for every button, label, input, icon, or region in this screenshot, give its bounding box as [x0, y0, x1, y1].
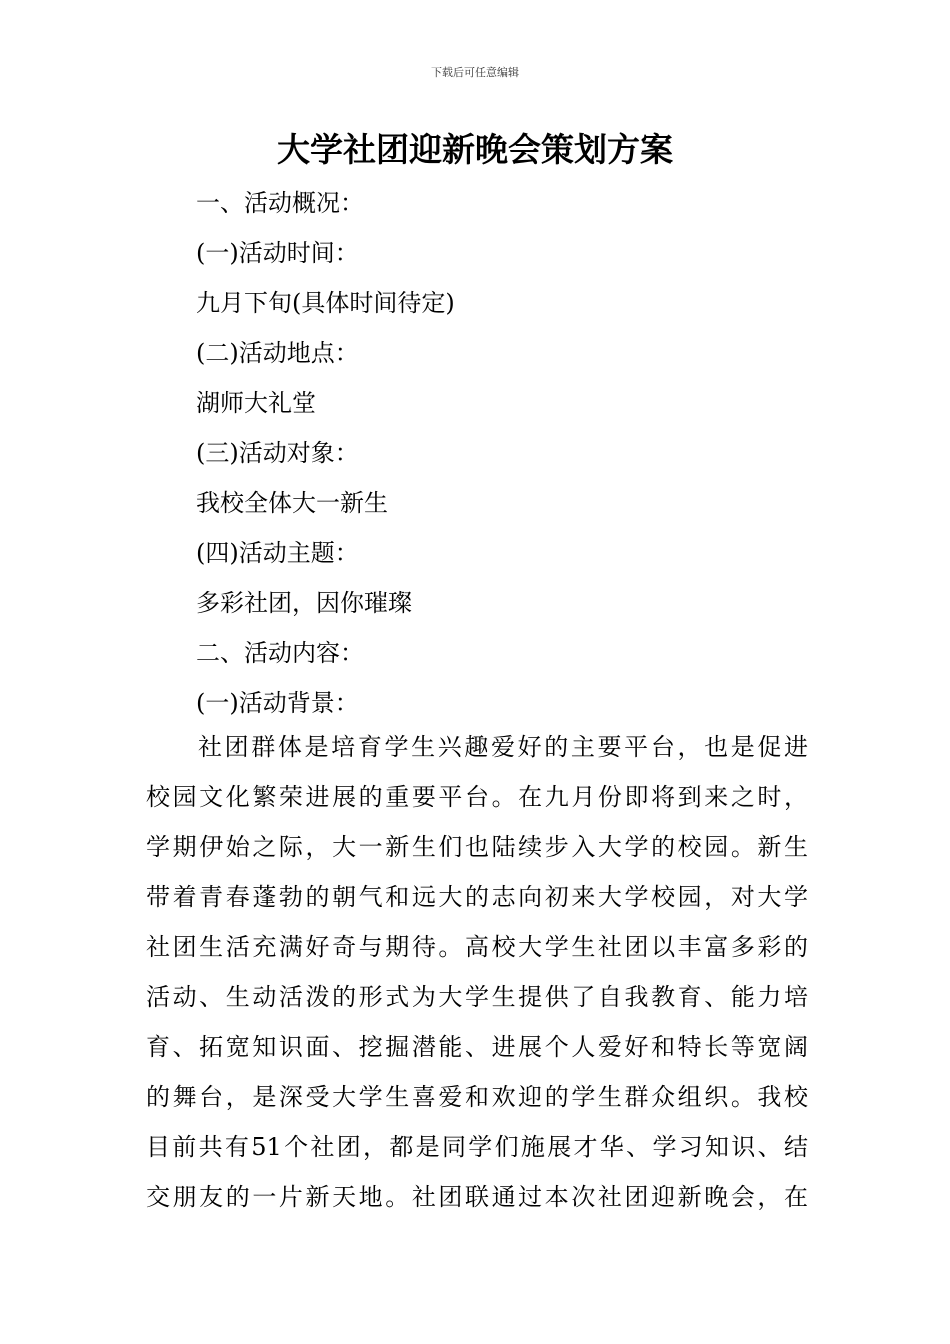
outline-section [196, 178, 816, 728]
subheading-theme: (四)活动主题： [196, 539, 359, 567]
subheading-location: (二)活动地点： [196, 339, 359, 367]
paragraph-line: 育、拓宽知识面、挖掘潜能、进展个人爱好和特长等宽阔 [146, 1033, 808, 1061]
section-heading-overview: 一、活动概况： [196, 189, 364, 217]
document-title: 大学社团迎新晚会策划方案 [277, 130, 673, 169]
paragraph-line: 社团生活充满好奇与期待。高校大学生社团以丰富多彩的 [146, 933, 808, 961]
paragraph-line: 带着青春蓬勃的朝气和远大的志向初来大学校园，对大学 [146, 883, 808, 911]
background-paragraph [146, 722, 808, 1222]
text-time: 九月下旬(具体时间待定) [196, 289, 455, 317]
paragraph-line: 交朋友的一片新天地。社团联通过本次社团迎新晚会，在 [146, 1183, 808, 1211]
subheading-background: (一)活动背景： [196, 689, 359, 717]
subheading-time: (一)活动时间： [196, 239, 359, 267]
paragraph-line: 目前共有51个社团，都是同学们施展才华、学习知识、结 [146, 1133, 808, 1161]
paragraph-line: 社团群体是培育学生兴趣爱好的主要平台，也是促进 [198, 733, 808, 761]
paragraph-line: 学期伊始之际，大一新生们也陆续步入大学的校园。新生 [146, 833, 808, 861]
subheading-audience: (三)活动对象： [196, 439, 359, 467]
paragraph-line: 校园文化繁荣进展的重要平台。在九月份即将到来之时， [146, 783, 808, 811]
section-heading-content: 二、活动内容： [196, 639, 364, 667]
text-audience: 我校全体大一新生 [196, 489, 388, 517]
header-note: 下载后可任意编辑 [431, 66, 519, 79]
paragraph-line: 的舞台，是深受大学生喜爱和欢迎的学生群众组织。我校 [146, 1083, 808, 1111]
text-location: 湖师大礼堂 [196, 389, 316, 417]
text-theme: 多彩社团，因你璀璨 [196, 589, 412, 617]
paragraph-line: 活动、生动活泼的形式为大学生提供了自我教育、能力培 [146, 983, 808, 1011]
